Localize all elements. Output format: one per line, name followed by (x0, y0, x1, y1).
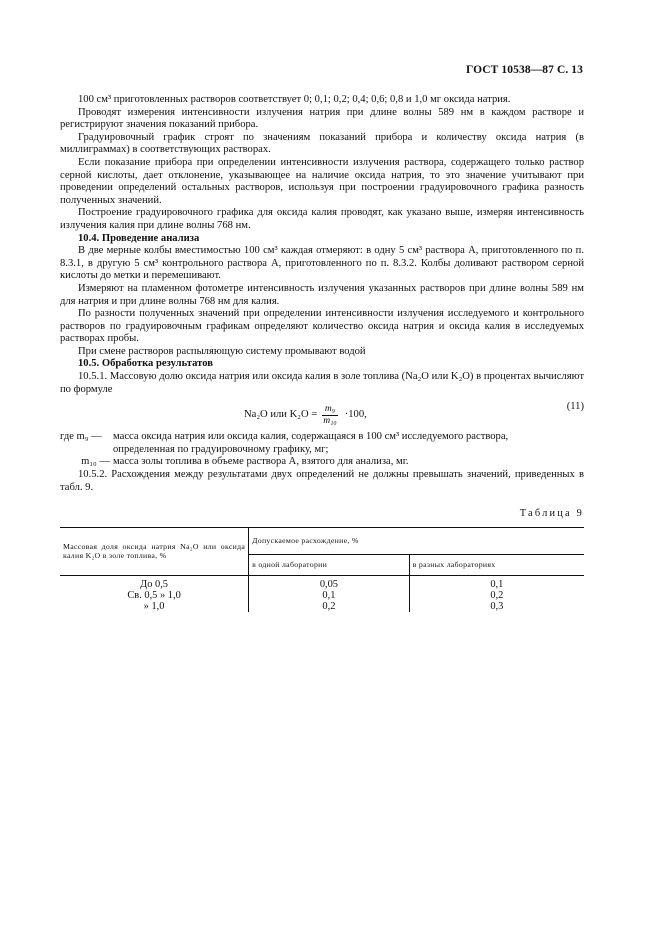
table-cell-diff-labs: 0,2 (490, 589, 504, 601)
paragraph: 10.5.2. Расхождения между результатами двух определений не должны превышать значений, приведенных в табл. 9. (60, 469, 584, 493)
table-row (60, 601, 584, 612)
table-header-one-lab: в одной лаборатории (249, 554, 410, 575)
formula-fraction (320, 404, 339, 427)
paragraph: Градуировочный график строят по значениям показаний прибора и количеству оксида натрия (в миллиграммах) в соответствующих растворах. (60, 131, 584, 156)
table-row (60, 590, 584, 601)
variable-definitions (60, 431, 584, 469)
definition-m10 (60, 456, 584, 469)
table-header-mass-fraction: Массовая доля оксида натрия Na₂O или оксида калия K₂O в золе топлива, % (60, 527, 249, 575)
paragraph: Проводят измерения интенсивности излучения натрия при длине волны 589 нм в каждом растворе и регистрируют значения показаний прибора. (60, 106, 584, 131)
table-cell-range: Св. 0,5 » 1,0 (60, 590, 249, 601)
definition-continuation: определенная по градуировочному графику, мг; (113, 443, 329, 455)
table-cell-diff-labs: 0,1 (490, 578, 504, 590)
paragraph: При смене растворов распыляющую систему промывают водой (78, 345, 366, 357)
paragraph: По разности полученных значений при определении интенсивности излучения исследуемого и контрольного растворов по градуировочным графикам определяют количество оксида натрия и оксида калия в исследуемых растворах пробы. (60, 308, 584, 345)
formula-lhs: Na₂O или K₂O = (244, 409, 318, 421)
formula-rhs: ·100, (344, 409, 367, 421)
tolerance-table (60, 527, 584, 612)
section-heading-10-5: 10.5. Обработка результатов (78, 358, 213, 370)
definition-text: масса оксида натрия или оксида калия, содержащаяся в 100 см³ исследуемого раствора, (113, 431, 509, 443)
formula-body (244, 404, 367, 427)
formula-11 (60, 399, 584, 429)
section-heading-10-4: 10.4. Проведение анализа (78, 232, 200, 244)
table-cell-one-lab: 0,1 (249, 590, 410, 601)
definition-m9 (60, 431, 584, 444)
table-cell-range: До 0,5 (60, 575, 249, 590)
page-header: ГОСТ 10538—87 С. 13 (465, 64, 583, 76)
formula-numerator: m₉ (322, 404, 338, 416)
table-cell-one-lab: 0,05 (249, 575, 410, 590)
definition-term: m₁₀ — (81, 456, 110, 468)
formula-denominator: m₁₀ (323, 416, 337, 427)
paragraph: Измеряют на пламенном фотометре интенсивность излучения указанных растворов при длине волны 589 нм для натрия и при длине волны 768 нм для калия. (60, 282, 584, 307)
table-row (60, 575, 584, 590)
formula-number: (11) (566, 401, 584, 413)
definition-term: где m₉ — (60, 431, 102, 443)
table-cell-one-lab: 0,2 (249, 601, 410, 612)
table-title: Таблица 9 (519, 508, 584, 520)
table-header-diff-labs: в разных лабораториях (412, 560, 496, 570)
paragraph: 100 см³ приготовленных растворов соответствует 0; 0,1; 0,2; 0,4; 0,6; 0,8 и 1,0 мг оксида натрия. (78, 94, 511, 105)
definition-text: масса золы топлива в объеме раствора А, взятого для анализа, мг. (113, 456, 409, 468)
table-header-tolerance: Допускаемое расхождение, % (249, 527, 584, 554)
paragraph: 10.5.1. Массовую долю оксида натрия или оксида калия в золе топлива (Na₂O или K₂O) в процентах вычисляют по формуле (60, 371, 584, 395)
page-content (60, 94, 584, 612)
paragraph: Если показание прибора при определении интенсивности излучения раствора, содержащего только раствор серной кислоты, дает отклонение, указывающее на наличие оксида натрия, то это значение учитывают при проведении определений остальных растворов, используя при построении градуировочного графика разность полученных значений. (60, 156, 584, 206)
paragraph: Построение градуировочного графика для оксида калия проводят, как указано выше, измеряя интенсивность излучения калия при длине волны 768 нм. (60, 207, 584, 231)
table-cell-diff-labs: 0,3 (490, 600, 504, 612)
table-cell-range: » 1,0 (60, 601, 249, 612)
paragraph: В две мерные колбы вместимостью 100 см³ каждая отмеряют: в одну 5 см³ раствора А, приготовленного по п. 8.3.1, в другую 5 см³ контрольного раствора А, приготовленного по п. 8.3.2. Колбы доливают раствором серной кислоты до метки и перемешивают. (60, 245, 584, 282)
